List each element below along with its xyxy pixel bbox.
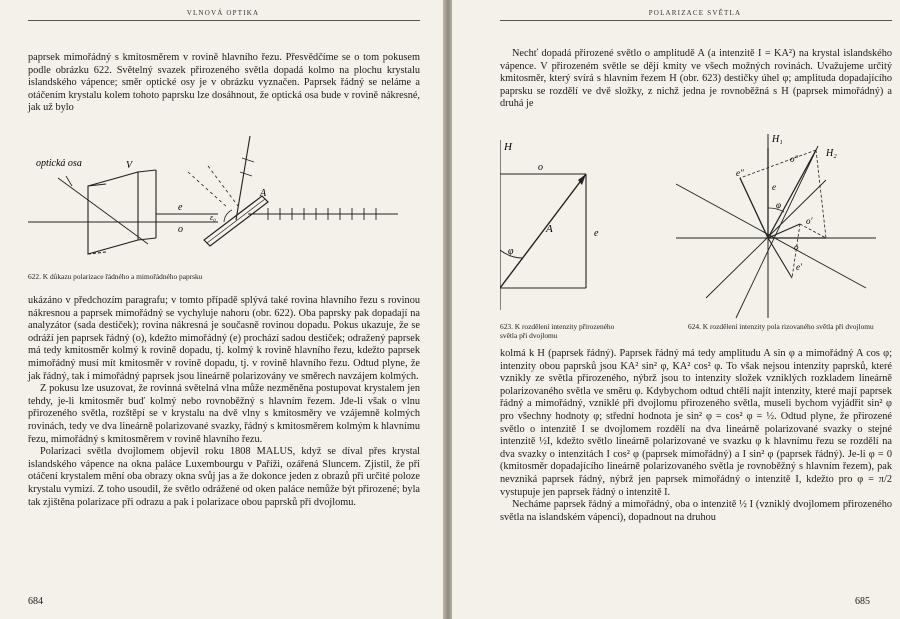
label-o: o [794, 242, 799, 252]
vector-A [500, 174, 586, 288]
label-o-double-prime: o″ [790, 154, 799, 164]
label-H2: H₂ [826, 148, 837, 159]
paragraph: ukázáno v předchozím paragrafu; v tomto případě splývá také rovina hlavního řezu s rovinou nákresnou a paprsek mimořádný se vychyluje nahoru (obr. 622). Oba paprsky pak dopadají na analyzátor (sada destiček); rovina nákresná je současně rovinou dopadu. Pokus ukazuje, že se odráží jen paprsek řádný (o), kdežto mimořádný (e) prochází sadou destiček; odražený paprsek má tedy kmitosměr kolmý k rovině dopadu, tj. kolmý k rovině hlavního řezu, kdežto paprsek mimořádný musí mít kmitosměr v rovině dopadu, tj. v rovině hlavního řezu. Odtud plyne, že jak řádný, tak i mimořádný paprsek jsou lineárně polarizovány ve směrech navzájem kolmých. [28, 295, 420, 382]
label-A: A [260, 188, 267, 199]
label-e: e [594, 228, 599, 239]
page-number: 684 [28, 596, 43, 607]
label-H1: H₁ [772, 134, 783, 145]
paragraph: Z pokusu lze usuzovat, že rovinná světelná vlna může nezměněna postupovat krystalem jen tehdy, je-li kmitosměr buď kolmý nebo rovnoběžný s hlavním řezem. Jde-li však o vlnu přirozeného světla, rozštěpí se v krystalu na dvě vlny s kmitosměry ve vzájemně kolmých rovinách, tedy ve dva lineárně polarizované svazky, řádný s kmitosměrem kolmým k hlavnímu řezu, mimořádný s kmitosměrem v rovině hlavního řezu. [28, 383, 420, 445]
paragraph: paprsek mimořádný s kmitosměrem v rovině hlavního řezu. Přesvědčíme se o tom pokusem podle obrázku 622. Světelný svazek přirozeného světla dopadá kolmo na plochu krystalu islandského vápence; směr optické osy je v obrázku vyznačen. Paprsek řádný se neláme a otáčením krystalu kolem tohoto paprsku lze dosáhnout, že optická osa bude v rovině nákresné, jak už bylo [28, 52, 420, 114]
figure-623-caption: 623. K rozdělení intenzity přirozeného světla při dvojlomu [500, 322, 615, 340]
vector-o-prime [768, 224, 800, 238]
right-page [452, 0, 900, 619]
label-angle: ε₀ [210, 213, 216, 222]
left-page [0, 0, 445, 619]
label-optical-axis: optická osa [36, 158, 82, 169]
label-phi: φ [776, 200, 781, 210]
paragraph: Polarizaci světla dvojlomem objevil roku 1808 MALUS, když se díval přes krystal islandského vápence na okna paláce Luxembourgu v Paříži, ozářená Sluncem. Zjistil, že při otáčení krystalem mění oba obrazy okna svůj jas a že dokonce jeden z obrazů při určité poloze krystalu vymizí. Z toho usoudil, že světlo odrážené od oken paláce nemůže být přirozené; byla tak zjištěna polarizace při odrazu a pak i polarizace obou paprsků při dvojlomu. [28, 446, 420, 508]
label-o: o [178, 224, 183, 235]
vector-e-double-prime [740, 178, 768, 238]
running-header: VLNOVÁ OPTIKA [186, 9, 260, 17]
label-H: H [504, 141, 512, 153]
figure-624-caption: 624. K rozdělení intenzity pola rizovaného světla při dvojlomu [688, 322, 874, 331]
paragraph: Necháme paprsek řádný a mimořádný, oba o intenzitě ½ I (vzniklý dvojlomem přirozeného světla na islandském vápenci), dopadnout na druhou [500, 499, 892, 523]
running-header: POLARIZACE SVĚTLA [648, 9, 742, 17]
vector-e-prime [768, 238, 792, 278]
label-o-prime: o′ [806, 216, 813, 226]
header-rule [28, 20, 420, 21]
paragraph: Nechť dopadá přirozené světlo o amplitudě A (a intenzitě I = KA²) na krystal islandského vápence. V přirozeném světle se dějí kmity ve všech možných rovinách. Uvažujeme určitý kmitosměr, který svírá s hlavním řezem H (obr. 623) destičky úhel φ; amplituda dopadajícího paprsku se rozdělí ve dvě složky, z nichž jedna je rovnoběžná s H (paprsek mimořádný) a druhá je [500, 48, 892, 110]
paragraph: kolmá k H (paprsek řádný). Paprsek řádný má tedy amplitudu A sin φ a mimořádný A cos φ; intenzity obou paprsků jsou KA² sin² φ, KA² cos² φ. To však nejsou intenzity paprsků, které vznikly ze světla přirozeného, nýbrž jsou to intenzity složek vzniklých rozkladem lineárně polarizovaného světla ve směru φ. Kdybychom odtud chtěli najít intenzity, které mají paprsek řádný a mimořádný, vzniklé při dvojlomu přirozeného světla, museli bychom vyjádřit sin² φ pro všechny hodnoty φ; střední hodnota je sin² φ = cos² φ = ½. Odtud plyne, že přirozené světlo o intenzitě I se dvojlomem rozdělí na dva lineárně polarizované svazky o stejné intenzitě ½I, kdežto světlo lineárně polarizované ve svazku φ k hlavnímu řezu se rozdělí na dva svazky o intenzitách I cos² φ (paprsek mimořádný) a I sin² φ (paprsek řádný). Je-li φ = 0 (kmitosměr dopadajícího lineárně polarizovaného světla je rovnoběžný s hlavním řezem), pak nevzniká paprsek řádný, nýbrž jen paprsek mimořádný o intenzitě I, kdežto pro φ = π/2 vystupuje jen paprsek řádný o intenzitě I. [500, 348, 892, 498]
figure-623 [500, 130, 620, 320]
label-e-prime: e′ [796, 262, 802, 272]
label-A: A [546, 223, 553, 235]
label-e: e [178, 202, 183, 213]
label-o: o [538, 162, 543, 173]
label-e: e [772, 182, 776, 192]
body-text [28, 295, 420, 509]
figure-622 [28, 136, 423, 270]
crystal-front-face [88, 172, 138, 254]
figure-624 [676, 128, 892, 320]
header-rule [500, 20, 892, 21]
body-text [500, 348, 892, 524]
label-V: V [126, 160, 133, 171]
page-number: 685 [855, 596, 870, 607]
paragraph-top [28, 52, 420, 115]
paragraph-top [500, 48, 892, 111]
figure-622-caption: 622. K důkazu polarizace řádného a mimořádného paprsku [28, 272, 203, 281]
label-phi: φ [508, 246, 514, 257]
optical-axis-line [58, 178, 148, 244]
axis-H2 [736, 146, 818, 318]
label-e-double-prime: e″ [736, 168, 744, 178]
